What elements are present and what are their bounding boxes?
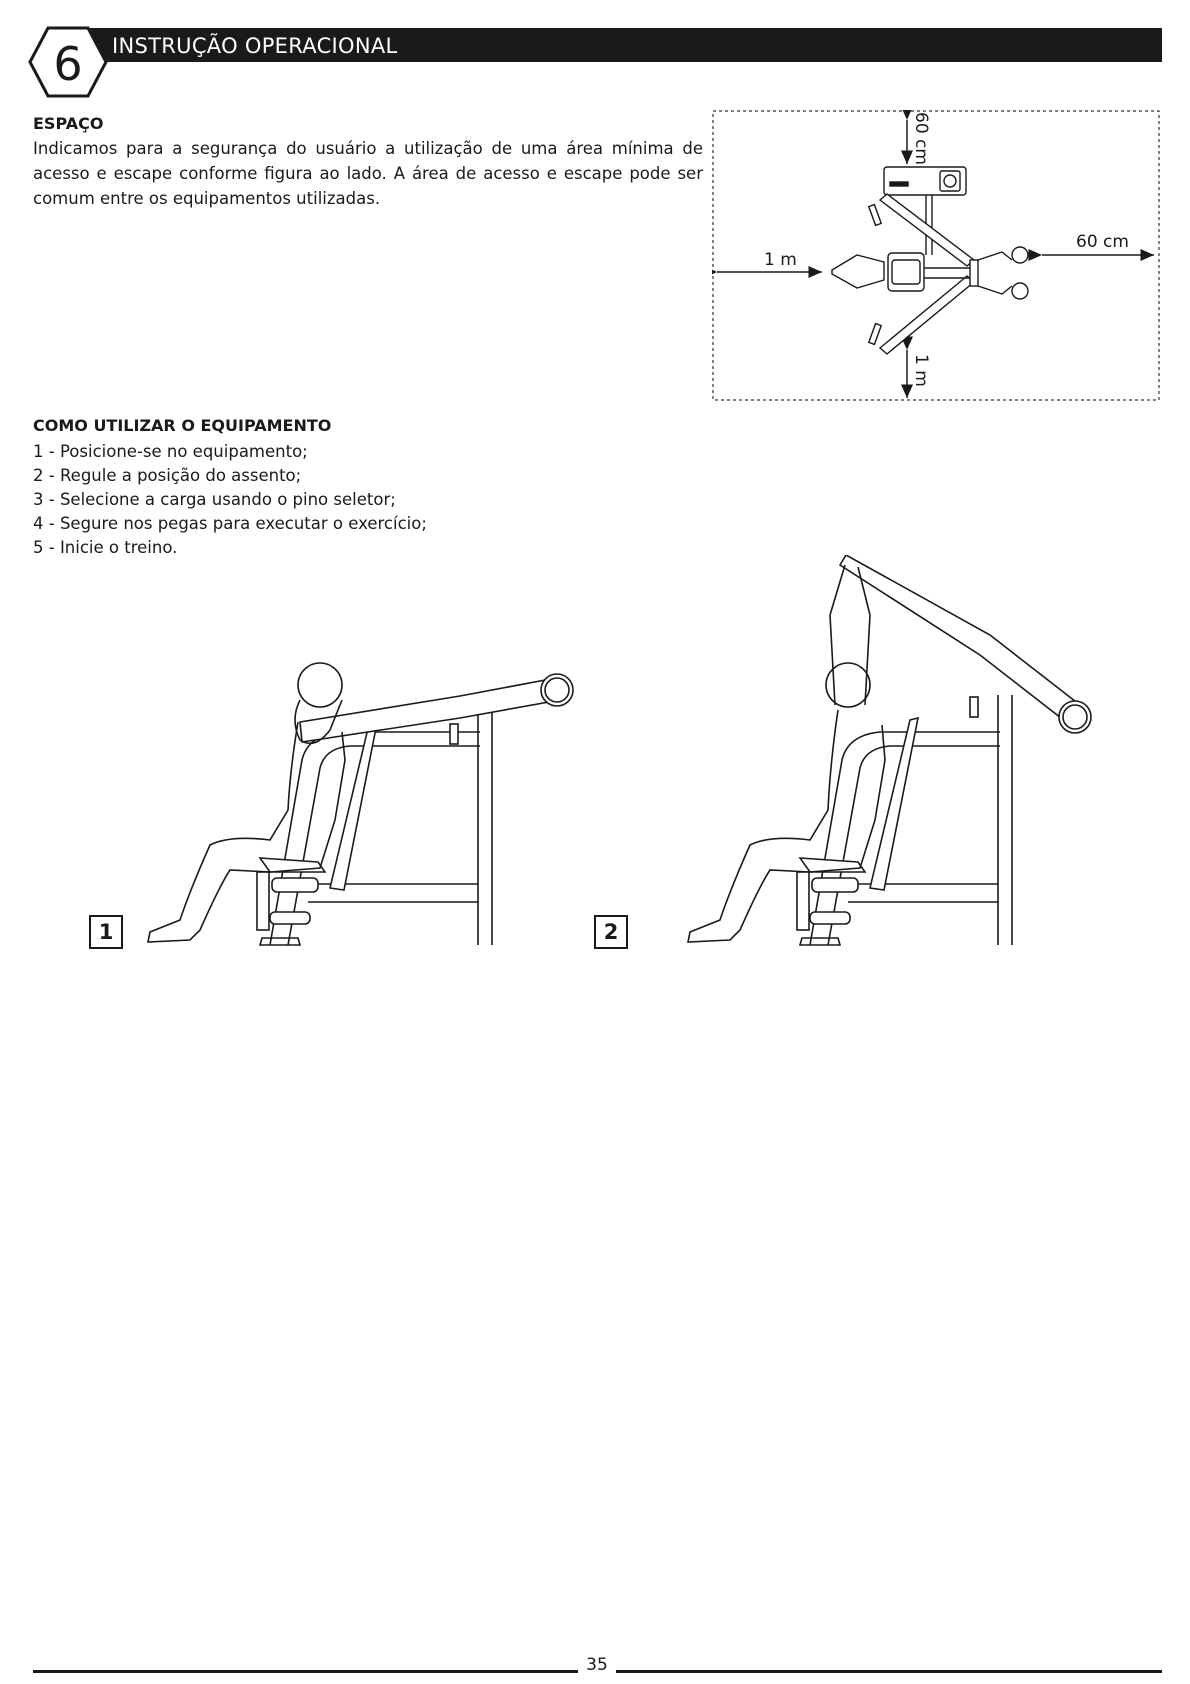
- page-number: 35: [586, 1655, 608, 1675]
- footer-rule-left: [33, 1670, 578, 1673]
- usage-step: 5 - Inicie o treino.: [33, 538, 178, 557]
- usage-steps: [33, 440, 427, 560]
- clearance-diagram: [712, 110, 1160, 402]
- bottom-clearance-label: 1 m: [911, 354, 931, 387]
- page-title: INSTRUÇÃO OPERACIONAL: [112, 34, 398, 58]
- left-clearance-label: 1 m: [764, 250, 797, 270]
- right-clearance-label: 60 cm: [1076, 232, 1129, 252]
- usage-step: 3 - Selecione a carga usando o pino seletor;: [33, 490, 396, 509]
- equipment-top-view: [832, 167, 1028, 354]
- usage-step: 4 - Segure nos pegas para executar o exercício;: [33, 514, 427, 533]
- top-clearance-label: 60 cm: [911, 112, 931, 165]
- usage-step: 1 - Posicione-se no equipamento;: [33, 442, 308, 461]
- footer-rule-right: [616, 1670, 1162, 1673]
- usage-step: 2 - Regule a posição do assento;: [33, 466, 302, 485]
- space-heading: ESPAÇO: [33, 114, 104, 133]
- space-description: Indicamos para a segurança do usuário a utilização de uma área mínima de acesso e escape conforme figura ao lado. A área de acesso e escape pode ser comum entre os equipamentos utilizadas.: [33, 139, 703, 208]
- figure-label-2: 2: [594, 915, 628, 949]
- exercise-figure-start: [120, 640, 580, 960]
- section-number: 6: [53, 37, 83, 91]
- figure-label-1: 1: [89, 915, 123, 949]
- exercise-figure-end: [630, 555, 1100, 960]
- usage-heading: COMO UTILIZAR O EQUIPAMENTO: [33, 416, 332, 435]
